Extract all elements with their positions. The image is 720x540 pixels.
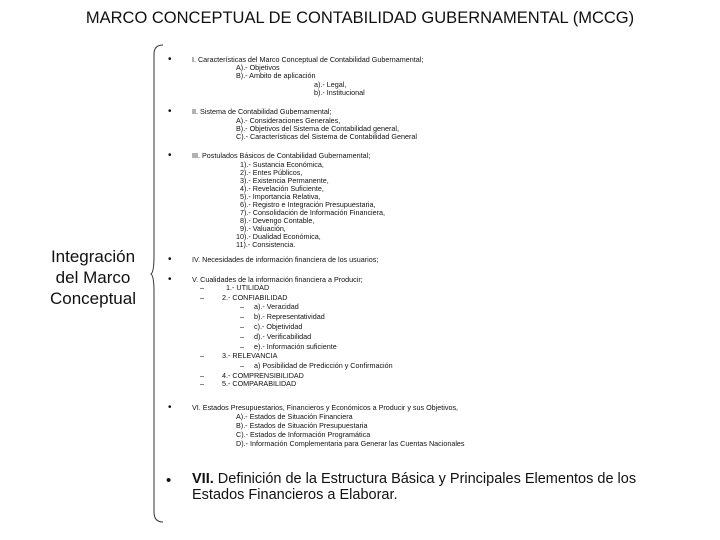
dash: –	[200, 379, 204, 388]
bullet: •	[166, 472, 172, 489]
dash: –	[240, 322, 244, 331]
bullet: •	[168, 402, 172, 413]
list-item: C).- Estados de Información Programática	[236, 430, 371, 439]
dash: –	[240, 332, 244, 341]
side-label-line: Integración	[50, 247, 136, 266]
list-item: 3.- RELEVANCIA	[222, 351, 278, 360]
list-item: 2.- CONFIABILIDAD	[222, 293, 288, 302]
section-3-heading: III. Postulados Básicos de Contabilidad Gubernamental;	[192, 151, 371, 160]
list-item: B).- Objetivos del Sistema de Contabilidad general,	[236, 124, 400, 133]
section-7-heading	[192, 471, 672, 503]
list-item: B).- Estados de Situación Presupuestaria	[236, 421, 368, 430]
section-7-numeral: VII.	[192, 471, 214, 487]
list-item: B).- Ambito de aplicación	[236, 71, 316, 80]
list-item: 5.- COMPARABILIDAD	[222, 379, 297, 388]
list-item: 10).- Dualidad Económica,	[236, 232, 321, 241]
dash: –	[200, 293, 204, 302]
page-title: MARCO CONCEPTUAL DE CONTABILIDAD GUBERNAMENTAL (MCCG)	[85, 9, 635, 27]
list-item: e).- Información suficiente	[254, 342, 337, 351]
list-item: C).- Características del Sistema de Contabilidad General	[236, 132, 417, 141]
bullet: •	[168, 150, 172, 161]
list-item: 8).- Devengo Contable,	[240, 216, 315, 225]
dash: –	[240, 342, 244, 351]
list-item: a).- Veracidad	[254, 302, 299, 311]
list-item: 11).- Consistencia.	[236, 240, 296, 249]
section-1-heading: I. Características del Marco Conceptual de Contabilidad Gubernamental;	[192, 55, 424, 64]
list-item: 1).- Sustancia Económica,	[240, 160, 324, 169]
list-item: a).- Legal,	[314, 80, 347, 89]
dash: –	[240, 302, 244, 311]
dash: –	[200, 283, 204, 292]
side-label	[40, 246, 146, 309]
list-item: 3).- Existencia Permanente,	[240, 176, 329, 185]
dash: –	[200, 371, 204, 380]
section-6-heading: VI. Estados Presupuestarios, Financieros y Económicos a Producir y sus Objetivos,	[192, 403, 459, 412]
list-item: 4).- Revelación Suficiente,	[240, 184, 324, 193]
list-item: A).- Consideraciones Generales,	[236, 116, 341, 125]
section-5-heading: V. Cualidades de la información financiera a Producir;	[192, 275, 363, 284]
list-item: 7).- Consolidación de Información Financiera,	[240, 208, 386, 217]
list-item: 2).- Entes Públicos,	[240, 168, 303, 177]
list-item: c).- Objetividad	[254, 322, 303, 331]
list-item: b).- Institucional	[314, 88, 365, 97]
bullet: •	[168, 254, 172, 265]
list-item: D).- Información Complementaria para Generar las Cuentas Nacionales	[236, 439, 465, 448]
list-item: d).- Verificabilidad	[254, 332, 312, 341]
list-item: 6).- Registro e Integración Presupuestaria,	[240, 200, 376, 209]
bullet: •	[168, 54, 172, 65]
left-brace	[150, 44, 166, 524]
list-item: a) Posibilidad de Predicción y Confirmación	[254, 361, 393, 370]
dash: –	[240, 312, 244, 321]
dash: –	[240, 361, 244, 370]
list-item: 5).- Importancia Relativa,	[240, 192, 321, 201]
list-item: b).- Representatividad	[254, 312, 325, 321]
side-label-line: del Marco	[55, 268, 131, 287]
section-4-heading: IV. Necesidades de información financiera de los usuarios;	[192, 255, 379, 264]
list-item: 1.- UTILIDAD	[226, 283, 270, 292]
list-item: 9).- Valuación,	[240, 224, 286, 233]
section-7-text: Definición de la Estructura Básica y Principales Elementos de los Estados Financieros a Elaborar.	[192, 471, 637, 503]
side-label-line: Conceptual	[49, 289, 136, 308]
list-item: A).- Objetivos	[236, 63, 280, 72]
dash: –	[200, 351, 204, 360]
bullet: •	[168, 274, 172, 285]
bullet: •	[168, 106, 172, 117]
list-item: A).- Estados de Situación Financiera	[236, 412, 353, 421]
section-2-heading: II. Sistema de Contabilidad Gubernamental;	[192, 107, 332, 116]
list-item: 4.- COMPRENSIBILIDAD	[222, 371, 304, 380]
